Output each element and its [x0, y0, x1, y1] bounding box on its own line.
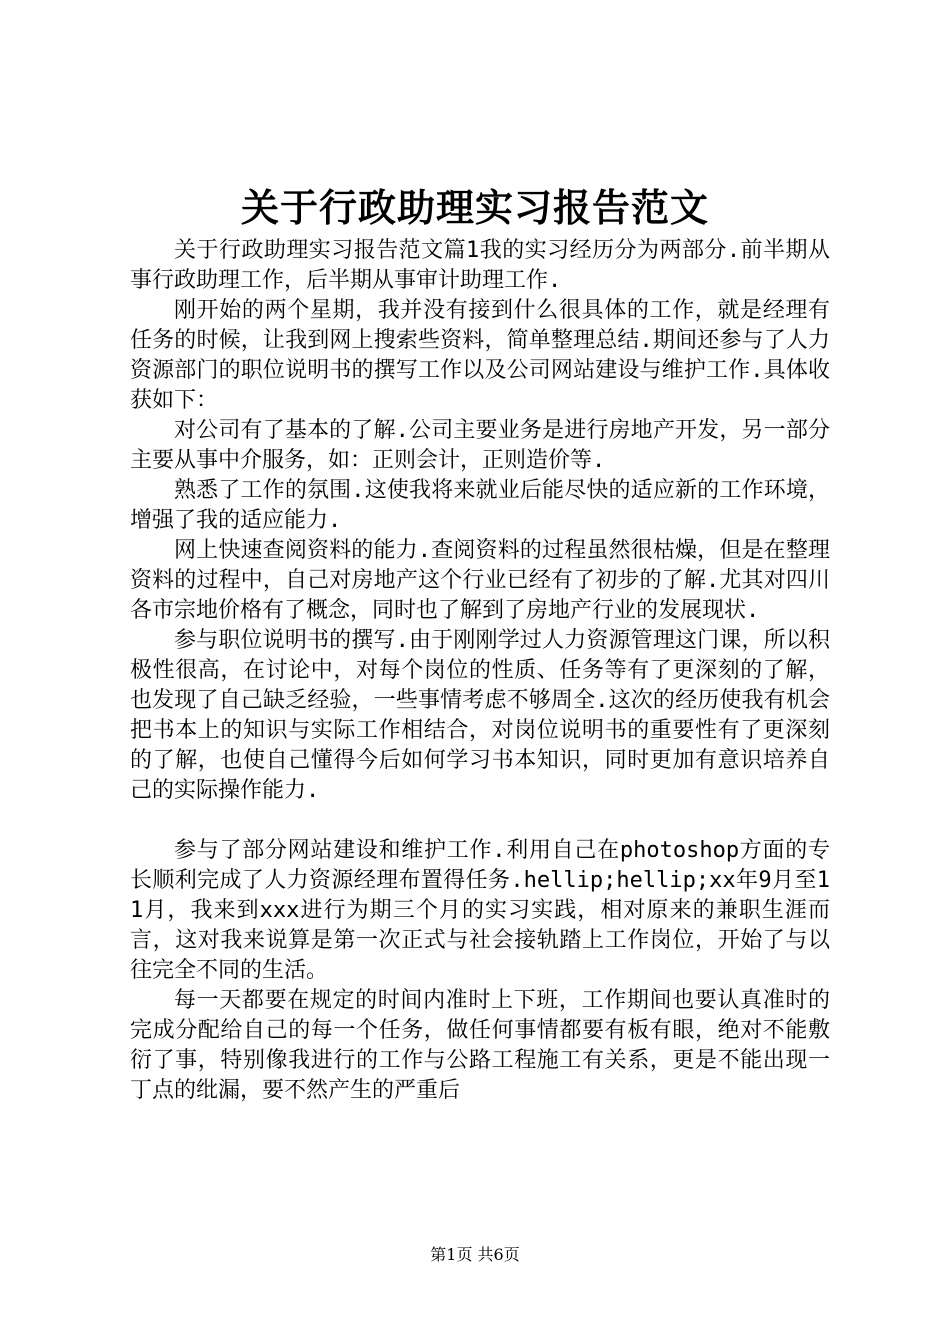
paragraph-spacer — [130, 806, 830, 836]
document-title: 关于行政助理实习报告范文 — [240, 185, 709, 230]
paragraph: 关于行政助理实习报告范文篇1我的实习经历分为两部分.前半期从事行政助理工作，后半期从事审计助理工作. — [130, 238, 830, 293]
document-body — [130, 236, 830, 1106]
paragraph: 刚开始的两个星期，我并没有接到什么很具体的工作，就是经理有任务的时候，让我到网上搜索些资料，简单整理总结.期间还参与了人力资源部门的职位说明书的撰写工作以及公司网站建设与维护工作.具体收获如下： — [130, 298, 830, 413]
paragraph: 参与职位说明书的撰写.由于刚刚学过人力资源管理这门课，所以积极性很高，在讨论中，对每个岗位的性质、任务等有了更深刻的了解，也发现了自己缺乏经验，一些事情考虑不够周全.这次的经历使我有机会把书本上的知识与实际工作相结合，对岗位说明书的重要性有了更深刻的了解，也使自己懂得今后如何学习书本知识，同时更加有意识培养自己的实际操作能力. — [130, 628, 830, 803]
paragraph: 网上快速查阅资料的能力.查阅资料的过程虽然很枯燥，但是在整理资料的过程中，自己对房地产这个行业已经有了初步的了解.尤其对四川各市宗地价格有了概念，同时也了解到了房地产行业的发展现状. — [130, 538, 830, 623]
paragraph: 每一天都要在规定的时间内准时上下班，工作期间也要认真准时的完成分配给自己的每一个任务，做任何事情都要有板有眼，绝对不能敷衍了事，特别像我进行的工作与公路工程施工有关系，更是不能出现一丁点的纰漏，要不然产生的严重后 — [130, 988, 830, 1103]
page-number-footer: 第1页 共6页 — [430, 1245, 520, 1264]
paragraph: 对公司有了基本的了解.公司主要业务是进行房地产开发，另一部分主要从事中介服务，如：正则会计，正则造价等. — [130, 418, 830, 473]
paragraph: 熟悉了工作的氛围.这使我将来就业后能尽快的适应新的工作环境，增强了我的适应能力. — [130, 478, 830, 533]
paragraph: 参与了部分网站建设和维护工作.利用自己在photoshop方面的专长顺利完成了人力资源经理布置得任务.hellip;hellip;xx年9月至11月，我来到xxx进行为期三个月的实习实践，相对原来的兼职生涯而言，这对我来说算是第一次正式与社会接轨踏上工作岗位，开始了与以往完全不同的生活。 — [130, 838, 830, 983]
